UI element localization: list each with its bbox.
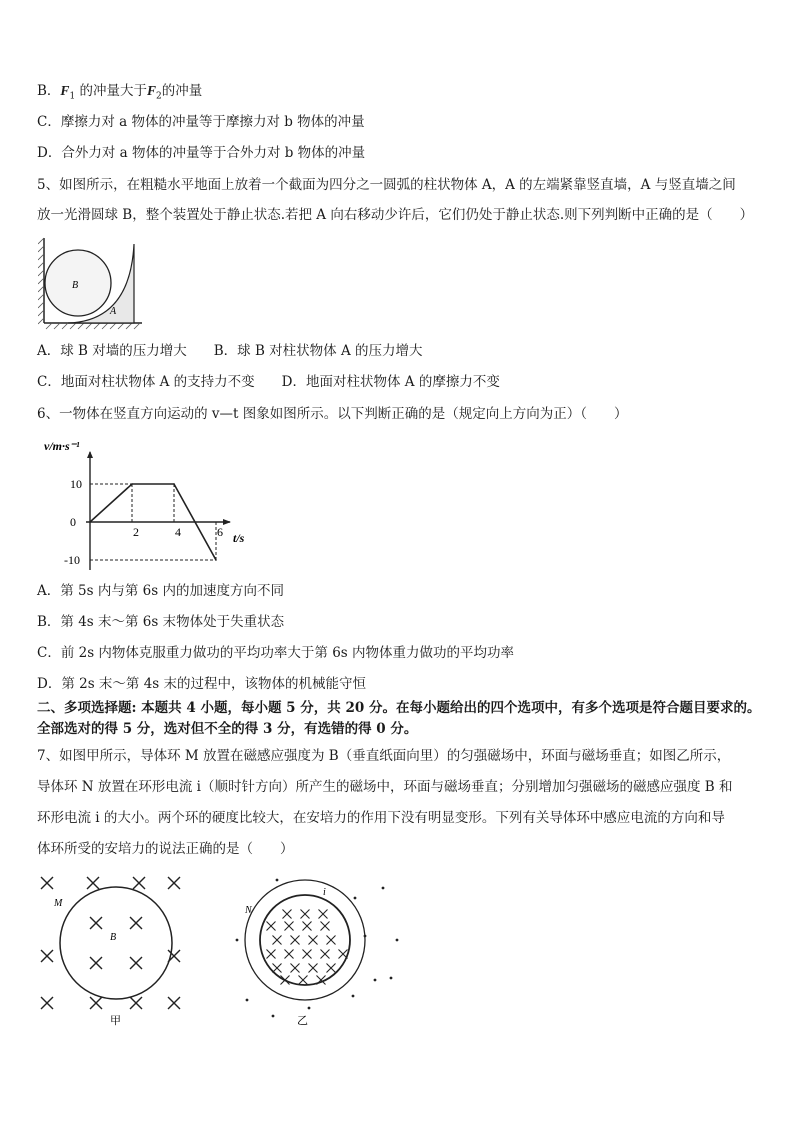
chart-x-tick-label: 4 [175, 525, 181, 539]
field-dot [352, 995, 355, 998]
q5-stem-line2: 放一光滑圆球 B，整个装置处于静止状态.若把 A 向右移动少许后，它们仍处于静止状态.则下列判断中正确的是（ ） [37, 207, 754, 223]
chart-point [173, 483, 175, 485]
chart-point [215, 559, 217, 561]
q6-vt-chart [30, 438, 260, 578]
q6-option-c: C．前 2s 内物体克服重力做功的平均功率大于第 6s 内物体重力做功的平均功率 [37, 645, 515, 661]
chart-point [89, 521, 91, 523]
fig-yi-label-n: N [245, 905, 252, 916]
q6-option-d: D．第 2s 末～第 4s 末的过程中，该物体的机械能守恒 [37, 676, 367, 692]
q5-label-b: B [72, 280, 79, 291]
q7-stem-line1: 7、如图甲所示，导体环 M 放置在磁感应强度为 B（垂直纸面向里）的匀强磁场中，环面与磁场垂直；如图乙所示， [37, 748, 731, 764]
fig-jia-caption: 甲 [110, 1015, 121, 1027]
chart-ylabel: v/m·s⁻¹ [44, 439, 80, 453]
chart-y-tick-label: 0 [70, 515, 76, 529]
chart-y-tick-label: 10 [70, 477, 82, 491]
q5-figure [38, 236, 144, 332]
chart-y-tick-label: -10 [64, 553, 80, 567]
field-dot [246, 999, 249, 1002]
fig-yi-label-i: i [323, 887, 326, 898]
field-dot [354, 897, 357, 900]
field-dot [308, 1007, 311, 1010]
q6-option-b: B．第 4s 末～第 6s 末物体处于失重状态 [37, 614, 285, 630]
q7-stem-line4: 体环所受的安培力的说法正确的是（ ） [37, 841, 294, 857]
field-dot [382, 887, 385, 890]
chart-x-tick-label: 2 [133, 525, 139, 539]
q7-figure-jia [36, 868, 201, 1030]
field-dot [364, 935, 367, 938]
q5-stem-line1: 5、如图所示，在粗糙水平地面上放着一个截面为四分之一圆弧的柱状物体 A，A 的左端紧靠竖直墙，A 与竖直墙之间 [37, 177, 736, 193]
q7-figure-yi [225, 868, 410, 1030]
section2-line2: 全部选对的得 5 分，选对但不全的得 3 分，有选错的得 0 分。 [37, 721, 418, 737]
q7-stem-line3: 环形电流 i 的大小。两个环的硬度比较大，在安培力的作用下没有明显变形。下列有关导体环中感应电流的方向和导 [37, 810, 725, 826]
chart-x-tick-label: 6 [217, 525, 223, 539]
field-dot [390, 977, 393, 980]
q4-option-c: C．摩擦力对 a 物体的冲量等于摩擦力对 b 物体的冲量 [37, 114, 365, 130]
field-dot [272, 1015, 275, 1018]
q7-stem-line2: 导体环 N 放置在环形电流 i（顺时针方向）所产生的磁场中，环面与磁场垂直；分别增加匀强磁场的磁感应强度 B 和 [37, 779, 733, 795]
fig-jia-label-m: M [54, 898, 63, 909]
q6-option-a: A．第 5s 内与第 6s 内的加速度方向不同 [37, 583, 284, 599]
field-dot [374, 979, 377, 982]
q4-option-d: D．合外力对 a 物体的冲量等于合外力对 b 物体的冲量 [37, 145, 366, 161]
section2-line1: 二、多项选择题: 本题共 4 小题，每小题 5 分，共 20 分。在每小题给出的四个选项中，有多个选项是符合题目要求的。 [37, 700, 761, 716]
field-dot [276, 879, 279, 882]
chart-x-arrow [223, 519, 231, 525]
q5-options-ab: A．球 B 对墙的压力增大 B．球 B 对柱状物体 A 的压力增大 [37, 343, 423, 359]
q4-option-b: B．$F_1$ 的冲量大于$F_2$的冲量 [37, 83, 203, 102]
chart-xlabel: t/s [233, 531, 245, 545]
field-dot [396, 939, 399, 942]
fig-yi-caption: 乙 [297, 1015, 308, 1027]
chart-point [131, 483, 133, 485]
fig-jia-label-b: B [110, 932, 117, 943]
q5-label-a: A [110, 306, 117, 317]
chart-y-arrow [87, 451, 93, 458]
q5-options-cd: C．地面对柱状物体 A 的支持力不变 D．地面对柱状物体 A 的摩擦力不变 [37, 374, 500, 390]
field-dot [236, 939, 239, 942]
q6-stem: 6、一物体在竖直方向运动的 v—t 图象如图所示。以下判断正确的是（规定向上方向为正）（ ） [37, 406, 628, 422]
